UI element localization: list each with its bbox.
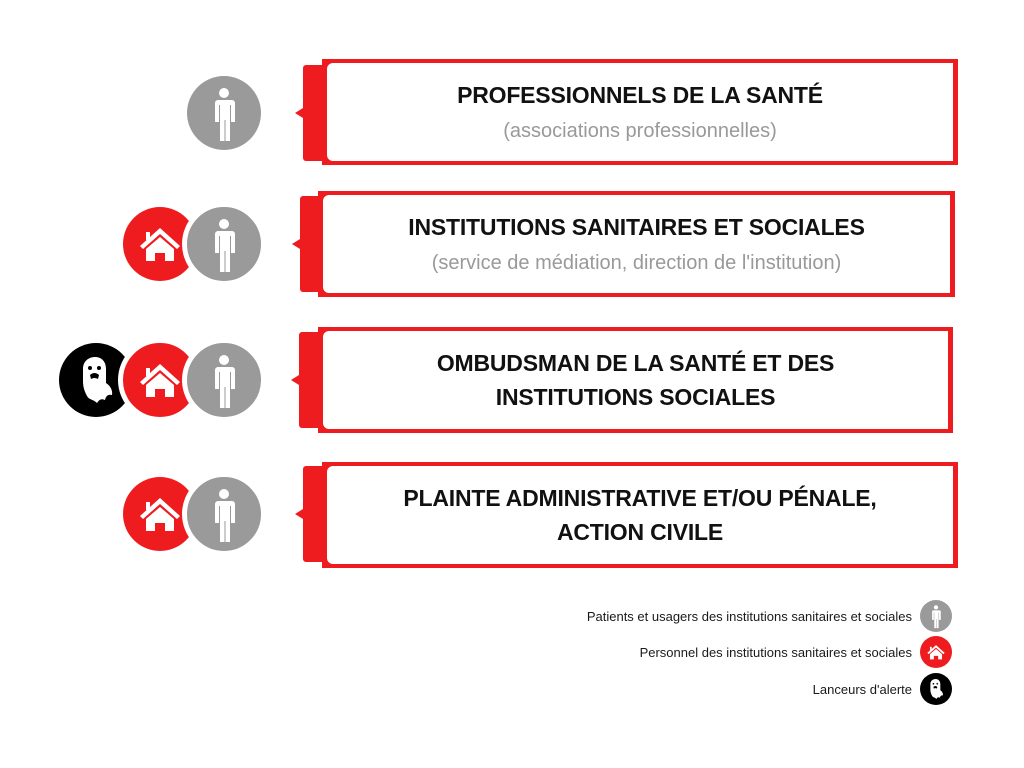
level-box [322,59,958,165]
person-icon [187,207,261,281]
level-subtitle: (service de médiation, direction de l'institution) [431,252,842,274]
box-pointer [295,509,303,519]
legend-item-personnel [640,636,952,668]
person-icon [187,477,261,551]
level-subtitle: (associations professionnelles) [503,120,777,142]
house-icon [920,636,952,668]
level-title: PROFESSIONNELS DE LA SANTÉ [457,82,823,108]
patient-circle [182,202,266,286]
box-pointer [291,375,299,385]
level-title: OMBUDSMAN DE LA SANTÉ ET DES INSTITUTIONS SOCIALES [436,350,835,410]
person-icon [920,600,952,632]
person-icon [187,76,261,150]
level-box [322,462,958,568]
box-pointer [292,239,300,249]
level-title: INSTITUTIONS SANITAIRES ET SOCIALES [408,214,865,240]
legend-item-patients [587,600,952,632]
legend-label: Lanceurs d'alerte [812,681,912,697]
legend-whistleblower-badge [920,673,952,705]
person-icon [187,343,261,417]
level-box [318,327,953,433]
box-pointer [295,108,303,118]
legend-label: Personnel des institutions sanitaires et sociales [639,644,912,660]
legend-item-lanceurs [813,673,952,705]
level-title: PLAINTE ADMINISTRATIVE ET/OU PÉNALE, ACTION CIVILE [403,485,877,545]
ghost-icon [920,673,952,705]
legend-label: Patients et usagers des institutions sanitaires et sociales [586,608,912,624]
legend-patient-badge [920,600,952,632]
patient-circle [187,76,261,150]
level-box [318,191,955,297]
patient-circle [182,338,266,422]
legend-staff-badge [920,636,952,668]
patient-circle [182,472,266,556]
